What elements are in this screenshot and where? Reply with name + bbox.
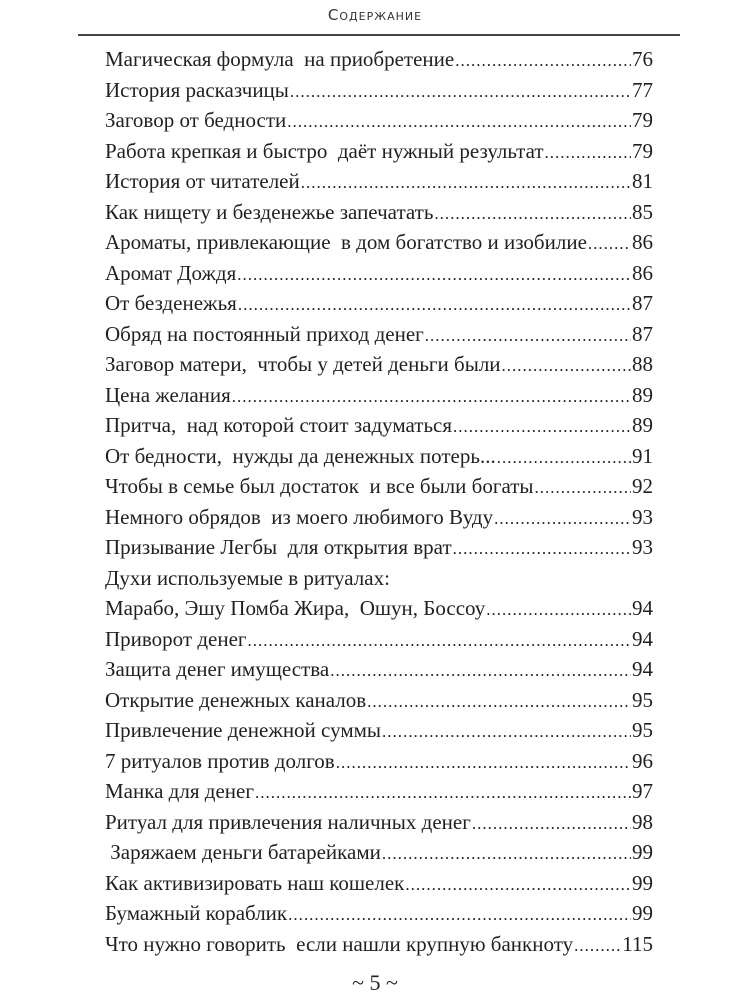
toc-entry-page: 96 xyxy=(632,748,653,773)
toc-entry-page: 99 xyxy=(632,870,653,895)
dot-leader xyxy=(330,656,631,687)
toc-entry-title: Заговор от бедности xyxy=(105,108,287,132)
toc-entry-page: 98 xyxy=(632,809,653,834)
toc-entry[interactable] xyxy=(105,349,653,380)
dot-leader xyxy=(486,595,631,626)
toc-entry-title: Притча, над которой стоит задуматься xyxy=(105,413,453,437)
toc-entry[interactable] xyxy=(105,75,653,106)
toc-entry-title: Манка для денег xyxy=(105,779,254,803)
page-number: ~ 5 ~ xyxy=(352,970,398,995)
toc-entry-title: Немного обрядов из моего любимого Вуду xyxy=(105,504,494,529)
toc-entry[interactable] xyxy=(105,319,653,350)
dot-leader xyxy=(453,534,631,565)
toc-entry-title: Как нищету и безденежье запечатать xyxy=(105,199,434,224)
toc-entry[interactable] xyxy=(105,197,653,228)
toc-entry-page: 91 xyxy=(632,443,653,468)
toc-entry-page: 115 xyxy=(622,931,653,956)
dot-leader xyxy=(494,504,631,535)
toc-entry-title: Духи используемые в ритуалах: xyxy=(105,565,390,590)
dot-leader xyxy=(502,351,631,382)
toc-entry-title: Бумажный кораблик xyxy=(105,901,288,925)
toc-entry-page: 85 xyxy=(632,199,653,224)
toc-entry-page: 97 xyxy=(632,779,653,803)
dot-leader xyxy=(232,382,631,413)
toc-entry-title: Магическая формула на приобретение xyxy=(105,47,455,71)
toc-entry-page: 92 xyxy=(632,474,653,498)
running-header: Содержание xyxy=(327,6,423,24)
toc-entry[interactable] xyxy=(105,532,653,563)
toc-entry-title: Аромат Дождя xyxy=(105,260,237,285)
toc-entry[interactable] xyxy=(105,868,653,899)
toc-entry[interactable] xyxy=(105,654,653,685)
toc-entry[interactable] xyxy=(105,441,653,472)
toc-entry[interactable] xyxy=(105,898,653,929)
toc-entry-title: Чтобы в семье был достаток и все были богаты xyxy=(105,474,534,498)
toc-entry-page: 88 xyxy=(632,352,653,376)
toc-entry[interactable] xyxy=(105,136,653,167)
dot-leader xyxy=(545,138,631,169)
toc-entry-page: 79 xyxy=(632,138,653,163)
dot-leader xyxy=(238,290,631,321)
toc-entry[interactable] xyxy=(105,502,653,533)
toc-entry-title: Защита денег имущества xyxy=(105,657,330,681)
toc-entry-title: Привлечение денежной суммы xyxy=(105,718,382,742)
toc-entry[interactable] xyxy=(105,563,653,594)
dot-leader xyxy=(248,626,631,657)
toc-entry-title: История от читателей xyxy=(105,169,300,193)
toc-entry[interactable] xyxy=(105,746,653,777)
dot-leader xyxy=(288,900,631,931)
toc-entry-page: 89 xyxy=(632,382,653,407)
dot-leader xyxy=(455,46,631,77)
toc-entry-title: От безденежья xyxy=(105,291,237,315)
toc-entry-page: 89 xyxy=(632,413,653,437)
dot-leader xyxy=(301,168,631,199)
toc-entry-page: 99 xyxy=(632,840,653,864)
toc-entry[interactable] xyxy=(105,258,653,289)
toc-entry[interactable] xyxy=(105,624,653,655)
toc-entry-title: Ритуал для привлечения наличных денег xyxy=(105,809,471,834)
toc-entry-title: 7 ритуалов против долгов xyxy=(105,748,335,773)
toc-entry[interactable] xyxy=(105,807,653,838)
dot-leader xyxy=(434,199,631,230)
toc-entry[interactable] xyxy=(105,166,653,197)
toc-entry[interactable] xyxy=(105,105,653,136)
toc-entry-title: История расказчицы xyxy=(105,77,289,102)
toc-entry[interactable] xyxy=(105,715,653,746)
toc-entry-title: Заряжаем деньги батарейками xyxy=(105,840,381,864)
dot-leader xyxy=(574,931,621,962)
toc-entry-page: 76 xyxy=(632,47,653,71)
toc-entry[interactable] xyxy=(105,227,653,258)
toc-entry[interactable] xyxy=(105,929,653,960)
dot-leader xyxy=(588,229,631,260)
toc-entry-page: 87 xyxy=(632,291,653,315)
toc-entry-title: Как активизировать наш кошелек xyxy=(105,870,405,895)
toc-entry-page: 86 xyxy=(632,260,653,285)
toc-entry[interactable] xyxy=(105,380,653,411)
dot-leader xyxy=(237,260,631,291)
table-of-contents xyxy=(105,44,653,959)
dot-leader xyxy=(255,778,631,809)
toc-entry-page: 81 xyxy=(632,169,653,193)
toc-entry[interactable] xyxy=(105,471,653,502)
toc-entry-page: 95 xyxy=(632,718,653,742)
toc-entry-page: 94 xyxy=(632,657,653,681)
dot-leader xyxy=(336,748,631,779)
toc-entry[interactable] xyxy=(105,837,653,868)
toc-entry[interactable] xyxy=(105,288,653,319)
toc-entry[interactable] xyxy=(105,44,653,75)
toc-entry[interactable] xyxy=(105,410,653,441)
dot-leader xyxy=(290,77,631,108)
dot-leader xyxy=(367,687,631,718)
toc-entry-page: 99 xyxy=(632,901,653,925)
toc-entry-title: Ароматы, привлекающие в дом богатство и изобилие xyxy=(105,230,587,254)
toc-entry-page: 79 xyxy=(632,108,653,132)
dot-leader xyxy=(453,412,631,443)
toc-entry-page: 86 xyxy=(632,230,653,254)
toc-entry-title: Что нужно говорить если нашли крупную банкноту xyxy=(105,931,574,956)
toc-entry-title: Обряд на постоянный приход денег xyxy=(105,321,424,346)
toc-entry-title: Цена желания xyxy=(105,382,231,407)
dot-leader xyxy=(425,321,631,352)
toc-entry-title: От бедности, нужды да денежных потерь... xyxy=(105,443,496,468)
toc-entry[interactable] xyxy=(105,593,653,624)
toc-entry[interactable] xyxy=(105,685,653,716)
toc-entry-title: Приворот денег xyxy=(105,626,247,651)
toc-entry-title: Заговор матери, чтобы у детей деньги были xyxy=(105,352,501,376)
toc-entry-page: 93 xyxy=(632,504,653,529)
toc-entry[interactable] xyxy=(105,776,653,807)
toc-entry-title: Открытие денежных каналов xyxy=(105,687,367,712)
dot-leader xyxy=(287,107,631,138)
toc-entry-page: 95 xyxy=(632,687,653,712)
toc-entry-title: Марабо, Эшу Помба Жира, Ошун, Боссоу xyxy=(105,596,486,620)
toc-entry-page: 94 xyxy=(632,626,653,651)
toc-entry-title: Призывание Легбы для открытия врат xyxy=(105,535,452,559)
dot-leader xyxy=(472,809,631,840)
dot-leader xyxy=(382,839,631,870)
toc-entry-page: 87 xyxy=(632,321,653,346)
dot-leader xyxy=(405,870,631,901)
dot-leader xyxy=(382,717,631,748)
toc-entry-title: Работа крепкая и быстро даёт нужный результат xyxy=(105,138,544,163)
toc-entry-page: 93 xyxy=(632,535,653,559)
toc-entry-page: 94 xyxy=(632,596,653,620)
dot-leader xyxy=(497,443,631,474)
dot-leader xyxy=(535,473,631,504)
header-rule xyxy=(78,34,680,36)
toc-entry-page: 77 xyxy=(632,77,653,102)
